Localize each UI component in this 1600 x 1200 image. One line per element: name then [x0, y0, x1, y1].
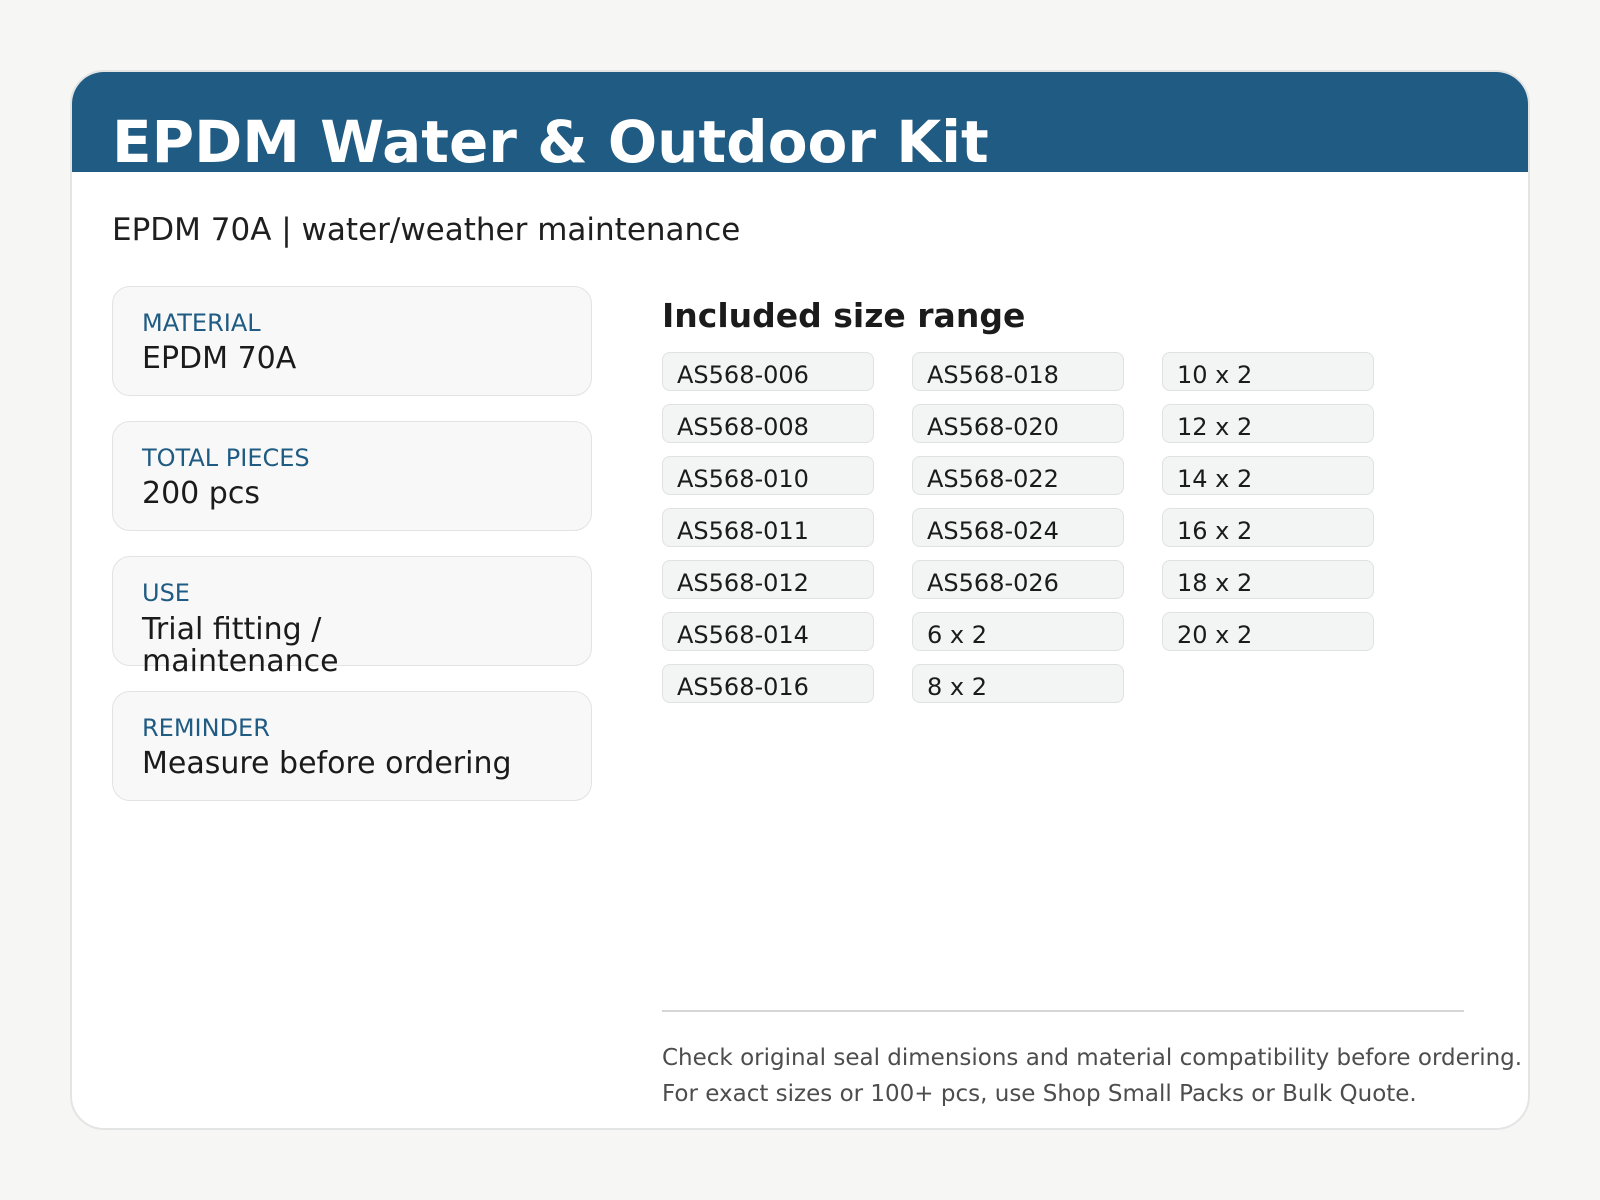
size-chip: AS568-014: [662, 612, 874, 651]
size-chip: AS568-020: [912, 404, 1124, 443]
size-chip: 20 x 2: [1162, 612, 1374, 651]
size-chip: AS568-024: [912, 508, 1124, 547]
footer-note-line: Check original seal dimensions and material compatibility before ordering.: [662, 1045, 1523, 1071]
size-chip: AS568-016: [662, 664, 874, 703]
kit-card: [70, 70, 1530, 1130]
size-chip: 6 x 2: [912, 612, 1124, 651]
info-label: MATERIAL: [142, 309, 261, 337]
info-label: TOTAL PIECES: [142, 444, 310, 472]
size-range-title: Included size range: [662, 296, 1026, 335]
footer-divider: [662, 1010, 1464, 1012]
info-value: Measure before ordering: [142, 746, 512, 781]
size-chip: 14 x 2: [1162, 456, 1374, 495]
info-box-total-pieces: [112, 421, 592, 531]
size-chip: AS568-011: [662, 508, 874, 547]
info-box-material: [112, 286, 592, 396]
size-column-3: [1162, 352, 1374, 664]
info-value: EPDM 70A: [142, 341, 297, 376]
size-column-1: [662, 352, 874, 716]
footer-note-line: For exact sizes or 100+ pcs, use Shop Small Packs or Bulk Quote.: [662, 1081, 1417, 1107]
size-chip: AS568-026: [912, 560, 1124, 599]
size-chip: AS568-012: [662, 560, 874, 599]
size-chip: AS568-018: [912, 352, 1124, 391]
size-chip: AS568-008: [662, 404, 874, 443]
size-column-2: [912, 352, 1124, 716]
info-label: REMINDER: [142, 714, 270, 742]
info-value: 200 pcs: [142, 476, 260, 511]
page-title: EPDM Water & Outdoor Kit: [112, 108, 989, 176]
size-chip: 18 x 2: [1162, 560, 1374, 599]
size-chip: 10 x 2: [1162, 352, 1374, 391]
size-chip: AS568-006: [662, 352, 874, 391]
size-chip: AS568-022: [912, 456, 1124, 495]
page-subtitle: EPDM 70A | water/weather maintenance: [112, 212, 741, 248]
size-chip: 12 x 2: [1162, 404, 1374, 443]
footer-notes: [662, 1040, 1523, 1112]
info-box-use: [112, 556, 592, 679]
size-chip: 8 x 2: [912, 664, 1124, 703]
size-chip: AS568-010: [662, 456, 874, 495]
size-chip: 16 x 2: [1162, 508, 1374, 547]
info-label: USE: [142, 579, 190, 607]
info-value: Trial fitting / maintenance: [142, 612, 339, 679]
info-box-reminder: [112, 691, 592, 801]
